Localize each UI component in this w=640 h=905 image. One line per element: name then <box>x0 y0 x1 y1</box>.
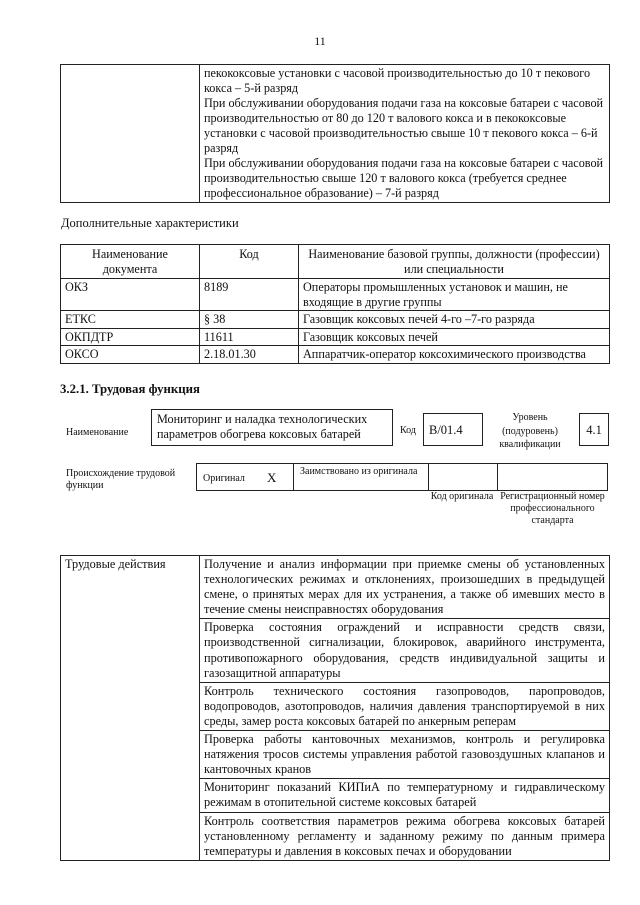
cell-document: ОКСО <box>61 346 200 364</box>
cell-name: Операторы промышленных установок и машин, не входящие в другие группы <box>299 279 610 311</box>
divider <box>293 463 294 491</box>
empty-cell <box>61 65 200 203</box>
cell-code: 8189 <box>200 279 299 311</box>
table-row <box>61 279 610 311</box>
qualification-table <box>60 64 610 203</box>
labor-action-item: Получение и анализ информации при приемке смены об установленных технологических режимах и отклонениях, произошедших в предыдущей смене, о принятых мерах для их устранения, а также об имевших место в течение смены неисправностях оборудования <box>200 556 610 619</box>
labor-action-item: Контроль соответствия параметров режима обогрева коксовых батарей установленному регламенту и заданному режиму по данным примера температуры и давления в коксовых печах и оборудовании <box>200 812 610 860</box>
divider <box>497 463 498 491</box>
original-label: Оригинал <box>203 473 245 484</box>
cell-name: Аппаратчик-оператор коксохимического производства <box>299 346 610 364</box>
header-document: Наименование документа <box>61 245 200 279</box>
page-number: 11 <box>314 34 326 48</box>
original-mark: X <box>267 470 277 485</box>
cell-code: 2.18.01.30 <box>200 346 299 364</box>
cell-document: ОКЗ <box>61 279 200 311</box>
additional-characteristics-heading: Дополнительные характеристики <box>61 216 239 230</box>
borrowed-label: Заимствовано из оригинала <box>300 466 418 477</box>
cell-code: § 38 <box>200 311 299 329</box>
origin-row <box>196 463 608 491</box>
code-label: Код <box>400 425 416 436</box>
labor-action-item: Проверка состояния ограждений и исправности средств связи, производственной сигнализации, блокировок, аварийного инструмента, противопожарного оборудования, средств индивидуальной защиты и газозащитной аппаратуры <box>200 619 610 682</box>
level-value-box: 4.1 <box>579 413 609 446</box>
header-code: Код <box>200 245 299 279</box>
reg-number-label: Регистрационный номер профессионального стандарта <box>500 491 605 526</box>
table-row <box>61 311 610 329</box>
labor-actions-table <box>60 555 610 861</box>
cell-code: 11611 <box>200 328 299 346</box>
section-title: 3.2.1. Трудовая функция <box>60 382 200 396</box>
qualification-paragraph: При обслуживании оборудования подачи газа на коксовые батареи с часовой производительностью свыше 120 т валового кокса (требуется среднее профессиональное образование) – 7-й разряд <box>204 156 604 200</box>
cell-document: ЕТКС <box>61 311 200 329</box>
table-row <box>61 346 610 364</box>
cell-name: Газовщик коксовых печей <box>299 328 610 346</box>
labor-action-item: Мониторинг показаний КИПиА по температурному и гидравлическому режимам в отопительной системе коксовых батарей <box>200 779 610 812</box>
table-header-row <box>61 245 610 279</box>
name-label: Наименование <box>66 427 129 438</box>
cell-name: Газовщик коксовых печей 4-го –7-го разряда <box>299 311 610 329</box>
labor-action-item: Контроль технического состояния газопроводов, паропроводов, водопроводов, азотопроводов, наличия давления транспортируемой в них среды, замер роста коксовых батарей по анкерным реперам <box>200 682 610 730</box>
additional-characteristics-table <box>60 244 610 364</box>
qualification-paragraph: пекококсовые установки с часовой производительностью до 10 т пекового кокса – 5-й разряд <box>204 66 591 95</box>
table-row <box>61 328 610 346</box>
level-label: Уровень (подуровень) квалификации <box>499 412 561 450</box>
cell-document: ОКПДТР <box>61 328 200 346</box>
origin-label: Происхождение трудовой функции <box>66 468 176 491</box>
table-row <box>61 556 610 619</box>
qualification-paragraph: При обслуживании оборудования подачи газа на коксовые батареи с часовой производительностью от 80 до 120 т валового кокса и в пекококсовые установки с часовой производительностью свыше 10 т пекового кокса – 6-й разряд <box>204 96 604 155</box>
qualification-text-cell <box>200 65 610 203</box>
function-code-box: В/01.4 <box>423 413 483 446</box>
code-original-label: Код оригинала <box>430 491 494 502</box>
header-group-name: Наименование базовой группы, должности (профессии) или специальности <box>299 245 610 279</box>
labor-action-item: Проверка работы кантовочных механизмов, контроль и регулировка натяжения тросов системы управления работой газовоздушных клапанов и кантовочных кранов <box>200 731 610 779</box>
function-name-box: Мониторинг и наладка технологических параметров обогрева коксовых батарей <box>151 409 393 446</box>
labor-actions-label: Трудовые действия <box>61 556 200 861</box>
divider <box>428 463 429 491</box>
